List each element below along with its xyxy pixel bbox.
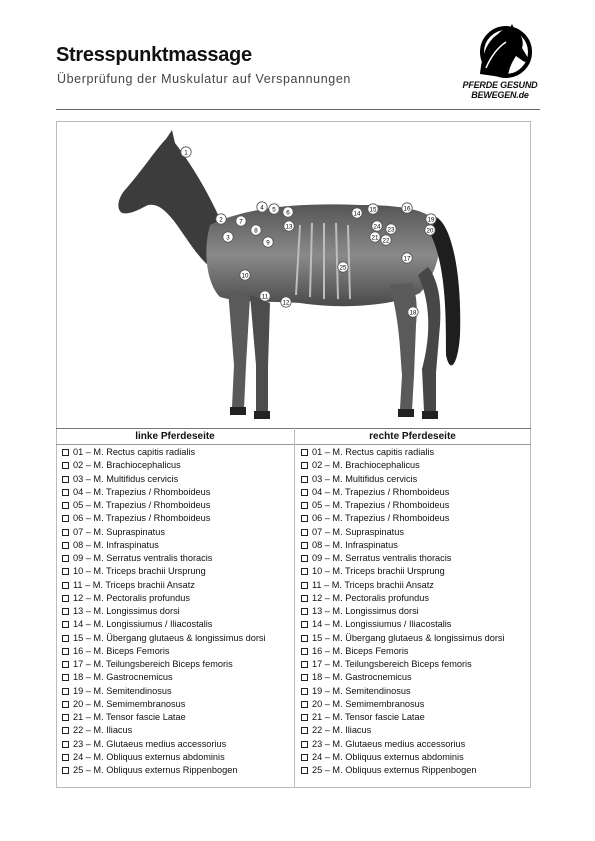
stress-point-number: 21 (371, 234, 379, 242)
checklist-item-label: 02 – M. Brachiocephalicus (73, 460, 181, 471)
checkbox[interactable] (301, 741, 308, 748)
logo-line-2: BEWEGEN.de (471, 90, 529, 100)
checkbox[interactable] (301, 476, 308, 483)
stress-point-number: 6 (286, 209, 290, 217)
checklist-item-label: 06 – M. Trapezius / Rhomboideus (73, 513, 211, 524)
checkbox[interactable] (62, 727, 69, 734)
checklist-item-label: 19 – M. Semitendinosus (312, 685, 411, 696)
checklist-item (301, 565, 505, 578)
checklist-item-label: 03 – M. Multifidus cervicis (312, 473, 418, 484)
checklist-item (62, 764, 266, 777)
checklist-item (62, 671, 266, 684)
checkbox[interactable] (301, 661, 308, 668)
checkbox[interactable] (301, 727, 308, 734)
checkbox[interactable] (62, 661, 69, 668)
stress-point-number: 16 (403, 205, 411, 213)
checklist-item (301, 526, 505, 539)
stress-point-number: 19 (427, 216, 435, 224)
checklist-item-label: 24 – M. Obliquus externus abdominis (73, 751, 225, 762)
checklist-item-label: 13 – M. Longissimus dorsi (312, 606, 419, 616)
checklist-item-label: 07 – M. Supraspinatus (312, 526, 404, 537)
checkbox[interactable] (62, 502, 69, 509)
checklist-item-label: 22 – M. Iliacus (312, 725, 372, 736)
checkbox[interactable] (301, 608, 308, 615)
right-side-checklist (301, 446, 505, 777)
checklist-item-label: 20 – M. Semimembranosus (312, 698, 425, 709)
checkbox[interactable] (301, 674, 308, 681)
checklist-item-label: 06 – M. Trapezius / Rhomboideus (312, 513, 450, 524)
checkbox[interactable] (301, 489, 308, 496)
left-side-header: linke Pferdeseite (135, 431, 215, 442)
checkbox[interactable] (301, 701, 308, 708)
checkbox[interactable] (301, 502, 308, 509)
checklist-item (62, 738, 266, 751)
checklist-item-label: 18 – M. Gastrocnemicus (73, 672, 173, 683)
checklist-item (62, 592, 266, 605)
stress-point-number: 24 (373, 223, 381, 231)
stress-point-number: 2 (219, 216, 223, 224)
checkbox[interactable] (62, 449, 69, 456)
checklist-item (301, 711, 505, 724)
checkbox[interactable] (62, 688, 69, 695)
checkbox[interactable] (62, 515, 69, 522)
checkbox[interactable] (301, 767, 308, 774)
checklist-item-label: 10 – M. Triceps brachii Ursprung (73, 566, 206, 577)
checkbox[interactable] (62, 674, 69, 681)
checklist-item-label: 02 – M. Brachiocephalicus (312, 460, 420, 471)
checklist-item (62, 618, 266, 631)
checklist-item-label: 14 – M. Longissiumus / Iliacostalis (73, 619, 213, 630)
checklist-item (301, 632, 505, 645)
stress-point-number: 20 (426, 227, 434, 235)
checklist-item (62, 459, 266, 472)
checklist-item-label: 09 – M. Serratus ventralis thoracis (73, 553, 213, 563)
checkbox[interactable] (301, 621, 308, 628)
stress-point-number: 5 (272, 206, 276, 214)
checklist-item-label: 23 – M. Glutaeus medius accessorius (312, 738, 466, 749)
checklist-item-label: 15 – M. Übergang glutaeus & longissimus dorsi (73, 632, 266, 643)
checklist-item (62, 751, 266, 764)
checklist-item-label: 25 – M. Obliquus externus Rippenbogen (312, 765, 477, 775)
checklist-item (301, 446, 505, 459)
checkbox[interactable] (62, 595, 69, 602)
checklist-item (301, 473, 505, 486)
stress-point-number: 4 (260, 204, 264, 212)
checklist-item (301, 539, 505, 552)
stress-point-number: 3 (226, 234, 230, 242)
checkbox[interactable] (62, 621, 69, 628)
checklist-item-label: 11 – M. Triceps brachii Ansatz (312, 579, 434, 590)
checklist-item (301, 685, 505, 698)
checklist-item-label: 20 – M. Semimembranosus (73, 698, 186, 709)
checkbox[interactable] (301, 688, 308, 695)
checklist-item (62, 645, 266, 658)
stress-point-number: 7 (239, 218, 243, 226)
stress-point-number: 10 (241, 272, 249, 280)
stress-point-number: 11 (261, 293, 269, 301)
checklist-item-label: 07 – M. Supraspinatus (73, 526, 165, 537)
checklist-item (301, 698, 505, 711)
checklist-item-label: 25 – M. Obliquus externus Rippenbogen (73, 765, 238, 775)
logo-line-1: PFERDE GESUND (462, 80, 538, 90)
checkbox[interactable] (62, 489, 69, 496)
horse-silhouette (118, 130, 460, 419)
checklist-item-label: 08 – M. Infraspinatus (73, 539, 159, 550)
checklist-item (62, 526, 266, 539)
horse-head-logo-icon (462, 24, 538, 80)
checkbox[interactable] (62, 635, 69, 642)
stress-point-number: 17 (403, 255, 411, 263)
checklist-item (62, 724, 266, 737)
checklist-item-label: 03 – M. Multifidus cervicis (73, 473, 179, 484)
checklist-item (301, 764, 505, 777)
checklist-item (62, 552, 266, 565)
checklist-item-label: 01 – M. Rectus capitis radialis (312, 447, 435, 457)
checklist-item (301, 486, 505, 499)
checkbox[interactable] (301, 582, 308, 589)
checklist-item-label: 05 – M. Trapezius / Rhomboideus (73, 500, 211, 510)
checklist-item (62, 698, 266, 711)
horse-muscle-diagram (100, 125, 490, 427)
checklist-item (301, 459, 505, 472)
stress-point-number: 8 (254, 227, 258, 235)
checkbox[interactable] (62, 648, 69, 655)
checklist-item-label: 23 – M. Glutaeus medius accessorius (73, 738, 227, 749)
checklist-item-label: 01 – M. Rectus capitis radialis (73, 447, 196, 457)
checklist-item-label: 21 – M. Tensor fascie Latae (312, 712, 425, 722)
checkbox[interactable] (62, 714, 69, 721)
checklist-item-label: 04 – M. Trapezius / Rhomboideus (73, 486, 211, 497)
checklist-item-label: 14 – M. Longissiumus / Iliacostalis (312, 619, 452, 630)
checklist-item-label: 24 – M. Obliquus externus abdominis (312, 751, 464, 762)
checklist-item-label: 09 – M. Serratus ventralis thoracis (312, 553, 452, 563)
checklist-item-label: 19 – M. Semitendinosus (73, 685, 172, 696)
left-side-checklist (62, 446, 266, 777)
checklist-item (301, 658, 505, 671)
stress-point-number: 13 (285, 223, 293, 231)
checklist-item (62, 446, 266, 459)
checklist-item-label: 04 – M. Trapezius / Rhomboideus (312, 486, 450, 497)
checkbox[interactable] (301, 515, 308, 522)
checkbox[interactable] (62, 555, 69, 562)
checklist-item-label: 17 – M. Teilungsbereich Biceps femoris (312, 659, 472, 669)
checklist-item (301, 512, 505, 525)
checkbox[interactable] (62, 462, 69, 469)
checkbox[interactable] (301, 462, 308, 469)
checklist-item (301, 751, 505, 764)
checklist-item (62, 539, 266, 552)
checklist-item (62, 473, 266, 486)
checklist-item-label: 16 – M. Biceps Femoris (73, 645, 170, 656)
checkbox[interactable] (62, 476, 69, 483)
checklist-item-label: 05 – M. Trapezius / Rhomboideus (312, 500, 450, 510)
checklist-item-label: 10 – M. Triceps brachii Ursprung (312, 566, 445, 577)
checkbox[interactable] (62, 542, 69, 549)
checklist-item (62, 499, 266, 512)
header-divider (56, 109, 540, 110)
brand-logo (462, 24, 538, 104)
checklist-item (62, 605, 266, 618)
checklist-item-label: 11 – M. Triceps brachii Ansatz (73, 579, 195, 590)
checkbox[interactable] (301, 595, 308, 602)
stress-point-number: 23 (387, 226, 395, 234)
checkbox[interactable] (301, 449, 308, 456)
page-subtitle: Überprüfung der Muskulatur auf Verspannungen (57, 72, 351, 86)
checklist-item-label: 08 – M. Infraspinatus (312, 539, 398, 550)
column-divider (294, 428, 295, 788)
checklist-item-label: 12 – M. Pectoralis profundus (73, 592, 190, 603)
checkbox[interactable] (62, 741, 69, 748)
checklist-item-label: 12 – M. Pectoralis profundus (312, 592, 429, 603)
checkbox[interactable] (62, 767, 69, 774)
checklist-item-label: 21 – M. Tensor fascie Latae (73, 712, 186, 722)
checklist-item (301, 592, 505, 605)
checkbox[interactable] (301, 529, 308, 536)
checkbox[interactable] (62, 701, 69, 708)
checkbox[interactable] (62, 568, 69, 575)
checklist-item-label: 22 – M. Iliacus (73, 725, 133, 736)
checklist-item (301, 645, 505, 658)
checklist-item-label: 18 – M. Gastrocnemicus (312, 672, 412, 683)
checklist-item (62, 486, 266, 499)
checklist-item (301, 499, 505, 512)
stress-point-number: 18 (409, 309, 417, 317)
checklist-item (301, 618, 505, 631)
stress-point-number: 15 (369, 206, 377, 214)
checkbox[interactable] (301, 648, 308, 655)
checkbox[interactable] (62, 608, 69, 615)
stress-point-number: 25 (339, 264, 347, 272)
stress-point-number: 1 (184, 149, 188, 157)
stress-point-number: 9 (266, 239, 270, 247)
checkbox[interactable] (301, 542, 308, 549)
checklist-item (62, 565, 266, 578)
checklist-item-label: 13 – M. Longissimus dorsi (73, 606, 180, 616)
checklist-item (62, 512, 266, 525)
checklist-item (301, 671, 505, 684)
stress-point-number: 12 (282, 299, 290, 307)
checklist-item (62, 711, 266, 724)
checklist-item-label: 17 – M. Teilungsbereich Biceps femoris (73, 659, 233, 669)
stress-point-number: 22 (382, 237, 390, 245)
right-side-header: rechte Pferdeseite (369, 431, 456, 442)
checkbox[interactable] (301, 568, 308, 575)
page-title: Stresspunktmassage (56, 44, 252, 66)
checkbox[interactable] (62, 754, 69, 761)
checklist-item (301, 738, 505, 751)
checklist-item-label: 15 – M. Übergang glutaeus & longissimus dorsi (312, 632, 505, 643)
checkbox[interactable] (62, 529, 69, 536)
stress-point-number: 14 (353, 210, 361, 218)
checklist-item (62, 579, 266, 592)
checklist-item (62, 685, 266, 698)
checklist-item (62, 658, 266, 671)
checkbox[interactable] (301, 635, 308, 642)
checklist-item (301, 579, 505, 592)
checklist-item (301, 724, 505, 737)
checkbox[interactable] (301, 555, 308, 562)
checkbox[interactable] (62, 582, 69, 589)
checklist-item (62, 632, 266, 645)
checkbox[interactable] (301, 714, 308, 721)
checklist-item (301, 552, 505, 565)
checklist-item-label: 16 – M. Biceps Femoris (312, 645, 409, 656)
checkbox[interactable] (301, 754, 308, 761)
checklist-item (301, 605, 505, 618)
